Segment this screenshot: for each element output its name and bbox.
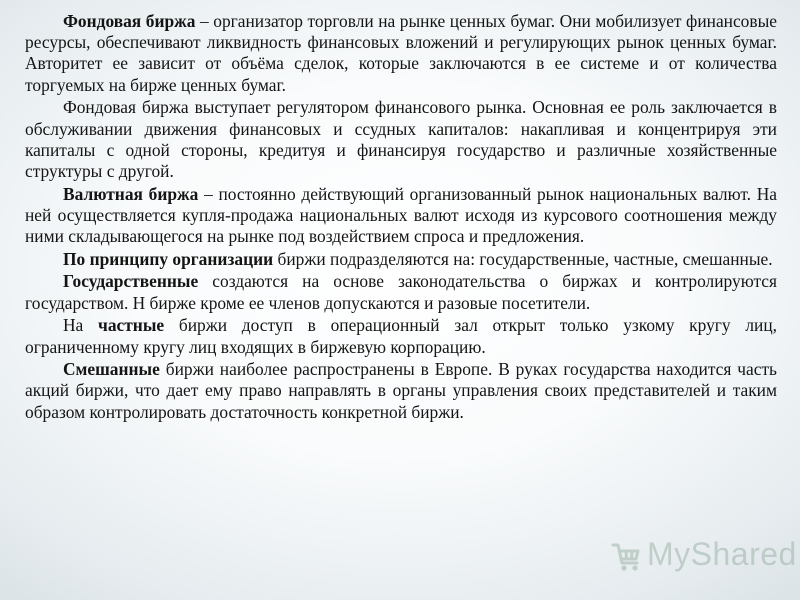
term-currency-exchange: Валютная биржа xyxy=(63,183,199,204)
myshared-watermark xyxy=(611,536,797,573)
paragraph-stock-exchange-role xyxy=(25,97,777,182)
paragraph-text-pre: На xyxy=(63,315,99,336)
watermark-text: MyShared xyxy=(647,536,797,572)
paragraph-private-exchanges xyxy=(25,315,777,357)
term-stock-exchange: Фондовая биржа xyxy=(63,11,196,31)
term-state-exchanges: Государственные xyxy=(63,271,199,292)
paragraph-stock-exchange xyxy=(25,11,777,96)
paragraph-organization-principle xyxy=(25,249,777,270)
paragraph-currency-exchange xyxy=(25,184,777,248)
paragraph-text: Фондовая биржа выступает регулятором финансового рынка. Основная ее роль заключается в обслуживании движения финансовых и ссудных капиталов: накапливая и концентрируя эти капиталы с одной стороны, кредитуя и финансируя государство и различные хозяйственные структуры с другой. xyxy=(25,97,777,181)
term-organization-principle: По принципу организации xyxy=(63,248,274,269)
paragraph-state-exchanges xyxy=(25,271,777,313)
paragraph-text: биржи подразделяются на: государственные, частные, смешанные. xyxy=(273,248,773,269)
paragraph-mixed-exchanges xyxy=(25,359,777,423)
paragraph-text: – постоянно действующий организованный рынок национальных валют. На ней осуществляется купля-продажа национальных валют исходя из курсового соотношения между ними складывающегося на рынке под воздействием спроса и предложения. xyxy=(25,183,777,247)
paragraph-text: создаются на основе законодательства о биржах и контролируются государством. Н бирже кроме ее членов допускаются и разовые посетители. xyxy=(25,271,777,313)
paragraph-text: биржи наиболее распространены в Европе. В руках государства находится часть акций биржи, что дает ему право направлять в органы управления своих представителей и таким образом контролировать достаточность конкретной биржи. xyxy=(25,359,777,422)
slide-text-body xyxy=(25,11,777,424)
term-mixed-exchanges: Смешанные xyxy=(63,359,160,380)
term-private-exchanges: частные xyxy=(98,315,165,336)
paragraph-text: – организатор торговли на рынке ценных бумаг. Они мобилизует финансовые ресурсы, обеспечивают ликвидность финансовых вложений и регулирующих рынок ценных бумаг. Авторитет ее зависит от объёма сделок, которые заключаются в ее системе и от количества торгуемых на бирже ценных бумаг. xyxy=(25,11,777,95)
paragraph-text: биржи доступ в операционный зал открыт только узкому кругу лиц, ограниченному кругу лиц входящих в биржевую корпорацию. xyxy=(25,315,777,357)
shopping-cart-icon xyxy=(611,537,641,573)
